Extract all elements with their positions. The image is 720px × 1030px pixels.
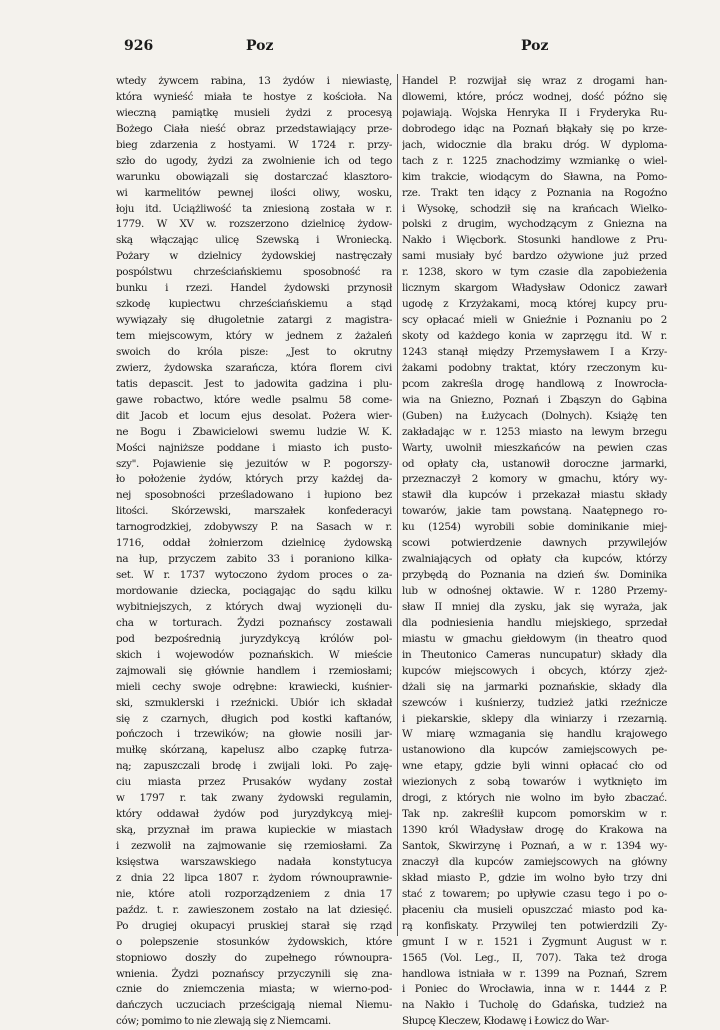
- text-line: bieg zdarzenia z hostyami. W 1724 r. przy-: [116, 138, 392, 151]
- text-line: wnienia. Żydzi poznańscy przyczynili się zna-: [116, 967, 392, 980]
- text-line: Handel P. rozwijał się wraz z drogami han-: [402, 75, 667, 87]
- text-line: miastu w gmachu giełdowym (in theatro quod: [402, 632, 667, 645]
- text-line: licznym skargom Władysław Odonicz zawarł: [402, 282, 667, 295]
- text-line: polski z drugim, wychodzącym z Gniezna na: [402, 218, 667, 231]
- text-line: gmunt I w r. 1521 i Zygmunt August w r.: [402, 935, 667, 948]
- text-line: swoich do króla pisze: „Jest to okrutny: [116, 345, 392, 358]
- text-line: z dnia 22 lipca 1807 r. żydom równouprawnie-: [116, 871, 392, 884]
- text-line: ską włączając ulicę Szewską i Wroniecką.: [116, 234, 392, 247]
- text-line: pcom zakreśla drogę handlową z Inowrocła-: [402, 377, 667, 390]
- text-line: ne Bogu i Zbawicielowi swemu ludzie W. K.: [116, 425, 392, 438]
- text-line: ustanowiono dla kupców zamiejscowych pe-: [402, 744, 667, 757]
- text-line: tarnogrodzkiej, zdobywszy P. na Sasach w r.: [116, 521, 392, 534]
- text-line: zwierz, żydowska szarańcza, która florem civi: [116, 361, 392, 374]
- text-line: dla podniesienia handlu miejskiego, sprzedał: [402, 616, 667, 629]
- text-line: scowi potwierdzenie dawnych przywilejów: [402, 537, 667, 550]
- text-line: kupców miejscowych i obcych, którzy zjeż-: [402, 664, 667, 677]
- text-line: zajmowali się głównie handlem i rzemiosłami;: [116, 664, 392, 677]
- text-line: warunku obowiązali się dostarczać klasztoro-: [116, 170, 392, 183]
- text-line: rą konfiskaty. Przywilej ten potwierdzili Zy-: [402, 919, 667, 932]
- text-line: ku (1254) wyrobili sobie dominikanie miej-: [402, 521, 667, 534]
- running-head-right: Poz: [521, 38, 549, 54]
- text-line: dobrodego idąc na Poznań błąkały się po krze-: [402, 122, 667, 135]
- page-number: 926: [124, 38, 154, 54]
- text-line: od opłaty cła, ustanowił doroczne jarmarki,: [402, 457, 667, 470]
- text-line: 1390 król Władysław drogę do Krakowa na: [402, 824, 667, 837]
- text-line: handlowa istniała w r. 1399 na Poznań, Szrem: [402, 967, 667, 980]
- text-line: Nakło i Więcbork. Stosunki handlowe z Pru-: [402, 234, 667, 247]
- text-line: ciu miasta przez Prusaków wydany został: [116, 776, 392, 789]
- text-line: 1779. W XV w. rozszerzono dzielnicę żydow-: [116, 218, 392, 231]
- text-line: szewców i kuśnierzy, tudzież jatki rzeźnicze: [402, 696, 667, 709]
- text-line: scy opłacać mieli w Gnieźnie i Poznaniu po 2: [402, 314, 667, 327]
- text-line: szy". Pojawienie się jezuitów w P. pogorszy-: [116, 457, 392, 470]
- text-line: o polepszenie stosunków żydowskich, które: [116, 935, 392, 948]
- text-line: w 1797 r. tak zwany żydowski regulamin,: [116, 792, 392, 805]
- text-line: sław II mniej dla zysku, jak się wyraża, jak: [402, 600, 667, 613]
- text-line: skład miasto P., gdzie im wolno było trzy dni: [402, 871, 667, 884]
- text-line: 1716, oddał żołnierzom dzielnicę żydowską: [116, 537, 392, 550]
- text-line: ców; pomimo to nie zlewają się z Niemcami.: [116, 1015, 331, 1028]
- text-line: Pożary w dzielnicy żydowskiej nastręczały: [116, 250, 392, 263]
- text-line: 1565 (Vol. Leg., II, 707). Taka też droga: [402, 951, 667, 964]
- text-line: Santok, Skwirzynę i Poznań, a w r. 1394 wy-: [402, 840, 667, 852]
- text-line: na Nakło i Tucholę do Gdańska, tudzież na: [402, 999, 667, 1012]
- text-line: przeznaczył 2 komory w gmachu, który wy-: [402, 473, 667, 486]
- text-line: Warty, uwolnił mieszkańców na pewien czas: [402, 441, 667, 454]
- text-line: ło położenie żydów, których przy każdej da-: [116, 473, 392, 486]
- text-line: na łup, przyczem zabito 33 i poraniono kilka-: [116, 553, 392, 566]
- text-line: nej sposobności prześladowano i łupiono bez: [116, 489, 392, 502]
- text-line: W miarę wzmagania się handlu krajowego: [402, 728, 667, 741]
- text-line: dżali się na jarmarki poznańskie, składy dla: [402, 680, 667, 693]
- text-line: księstwa warszawskiego nadała konstytucya: [116, 855, 392, 868]
- text-line: bunku i rzezi. Handel żydowski przynosił: [116, 282, 392, 295]
- text-line: pospólstwu chrześciańskiemu sposobność ra: [116, 266, 392, 279]
- text-line: wne etapy, gdzie byli winni opłacać cło od: [402, 760, 667, 773]
- text-line: (Guben) na Łużycach (Dolnych). Książę ten: [402, 409, 667, 422]
- text-line: ski, szmuklerski i rzeźnicki. Ubiór ich składał: [116, 696, 392, 709]
- text-line: set. W r. 1737 wytoczono żydom proces o za-: [116, 569, 392, 582]
- text-line: która wynieść miała te hostye z kościoła. Na: [116, 90, 392, 103]
- left-column: [116, 74, 392, 1030]
- text-line: szkodę kupiectwu chrześciańskiemu a stąd: [116, 298, 392, 311]
- text-line: wybitniejszych, z których dwaj wyzionęli du-: [116, 600, 392, 613]
- text-line: lub w odnośnej oktawie. W r. 1280 Przemy-: [402, 585, 667, 597]
- running-head-left: Poz: [246, 38, 274, 54]
- text-line: jach, widocznie dla braku dróg. W dyploma-: [402, 138, 667, 151]
- text-line: i Wysokę, schodził się na krańcach Wielko-: [402, 202, 667, 215]
- text-line: mordowanie dziecka, pociągając do sądu kilku: [116, 585, 392, 597]
- text-line: litości. Skórzewski, marszałek konfederacyi: [116, 505, 392, 518]
- text-line: mułkę skórzaną, kapelusz albo czapkę futrza-: [116, 744, 392, 757]
- text-line: i Poniec do Wrocławia, inna w r. 1444 z P.: [402, 983, 667, 996]
- right-column: [402, 74, 667, 1030]
- text-line: znaczył dla kupców zamiejscowych na główny: [402, 855, 667, 868]
- text-line: wywiązały się długoletnie zatargi z magistra-: [116, 314, 392, 327]
- text-line: szło do ugody, żydzi za zwolnienie ich od tego: [116, 154, 392, 167]
- column-divider: [397, 74, 398, 936]
- text-line: kim trakcie, wiodącym do Sławna, na Pomo-: [402, 170, 667, 183]
- text-line: płaceniu cła musieli opuszczać miasto pod ka-: [402, 903, 667, 916]
- text-line: tem miejscowym, który w jednem z żażaleń: [116, 330, 392, 342]
- text-line: się z czarnych, długich pod kostki kaftanów,: [116, 712, 392, 725]
- text-line: drogi, z których nie wolno im było zbaczać.: [402, 792, 667, 805]
- text-line: skich i wojewodów poznańskich. W mieście: [116, 648, 392, 661]
- text-line: dańczych uczuciach prześcigają niemal Niemu-: [116, 999, 392, 1012]
- text-line: r. 1238, skoro w tym czasie dla zapobieżenia: [402, 266, 667, 279]
- text-line: Tak np. zakreślił kupcom pomorskim w r.: [402, 808, 667, 821]
- text-line: stać z towarem; po upływie czasu tego i po o-: [402, 887, 667, 900]
- text-line: Słupcę Kleczew, Kłodawę i Łowicz do War-: [402, 1015, 609, 1028]
- text-line: żakami podobny traktat, który rzeczonym ku-: [402, 361, 667, 374]
- text-line: skoty od każdego konia w zaprzęgu itd. W r.: [402, 330, 667, 342]
- text-line: pojawiają. Wojska Henryka II i Fryderyka Ru-: [402, 106, 667, 119]
- text-line: pończoch i trzewików; na głowie nosili jar-: [116, 728, 392, 741]
- text-line: zakładając w r. 1253 miasto na lewym brzegu: [402, 425, 667, 438]
- text-line: dlowemi, które, prócz wodnej, dość późno się: [402, 90, 667, 103]
- text-line: tach z r. 1225 znachodzimy wzmiankę o wiel-: [402, 154, 667, 167]
- text-line: cznie do zniemczenia miasta; w wierno-pod-: [116, 983, 392, 996]
- text-line: przybędą do Poznania na dzień św. Dominika: [402, 569, 667, 582]
- text-line: stopniowo doszły do zupełnego równoupra-: [116, 951, 392, 964]
- text-line: tatis depascit. Jest to jadowita gadzina i plu-: [116, 377, 392, 390]
- text-line: ugodę z Krzyżakami, mocą której kupcy pru-: [402, 298, 667, 311]
- text-line: Mości najniższe poddane i miasto ich pusto-: [116, 441, 392, 454]
- text-line: i piekarskie, sklepy dla winiarzy i rzezarnią.: [402, 712, 667, 725]
- text-line: 1243 stanął między Przemysławem I a Krzy-: [402, 345, 667, 358]
- text-line: nie, które atoli rozporządzeniem z dnia 17: [116, 887, 392, 900]
- text-line: sami musiały być bardzo ożywione już przed: [402, 250, 667, 263]
- text-line: Bożego Ciała nieść obraz przedstawiający prze-: [116, 122, 392, 135]
- text-line: gawe robactwo, które wedle psalmu 58 come-: [116, 393, 392, 406]
- text-line: mieli cechy swoje odrębne: krawiecki, kuśnier-: [116, 680, 392, 693]
- text-line: towarów, jakie tam powstaną. Naatępnego ro-: [402, 505, 667, 518]
- text-line: in Theutonico Cameras nuncupatur) składy dla: [402, 648, 667, 661]
- text-line: Po drugiej okupacyi pruskiej starał się rząd: [116, 919, 392, 932]
- text-line: i zezwolił na zajmowanie się rzemiosłami. Za: [116, 840, 392, 852]
- text-line: rze. Trakt ten idący z Poznania na Rogoźno: [402, 186, 667, 199]
- text-line: ską, przyznał im prawa kupieckie w miastach: [116, 824, 392, 837]
- text-line: który oddawał żydów pod juryzdykcyą miej-: [116, 808, 392, 821]
- text-line: wtedy żywcem rabina, 13 żydów i niewiastę,: [116, 75, 392, 87]
- text-line: cha w torturach. Żydzi poznańscy zostawali: [116, 616, 392, 629]
- text-line: ną; zapuszczali brodę i zwijali loki. Po zaję-: [116, 760, 392, 773]
- text-line: stawił dla kupców i przekazał miastu składy: [402, 489, 667, 502]
- text-line: łoju itd. Uciążliwość ta zniesioną została w r.: [116, 202, 392, 215]
- text-line: paźdz. t. r. zawieszonem zostało na lat dziesięć.: [116, 903, 392, 916]
- text-line: wiezionych z sobą towarów i wytknięto im: [402, 776, 667, 789]
- text-line: wi karmelitów pewnej ilości oliwy, wosku,: [116, 186, 392, 199]
- text-line: wieczną pamiątkę musieli żydzi z procesyą: [116, 106, 392, 119]
- text-line: dit Jacob et locum ejus desolat. Pożera wier-: [116, 409, 392, 422]
- text-line: zwalniających od opłaty cła kupców, którzy: [402, 553, 667, 566]
- page-header: [0, 38, 720, 60]
- text-line: pod bezpośrednią juryzdykcyą królów pol-: [116, 632, 392, 645]
- text-line: wia na Gniezno, Poznań i Zbąszyn do Gąbina: [402, 393, 667, 406]
